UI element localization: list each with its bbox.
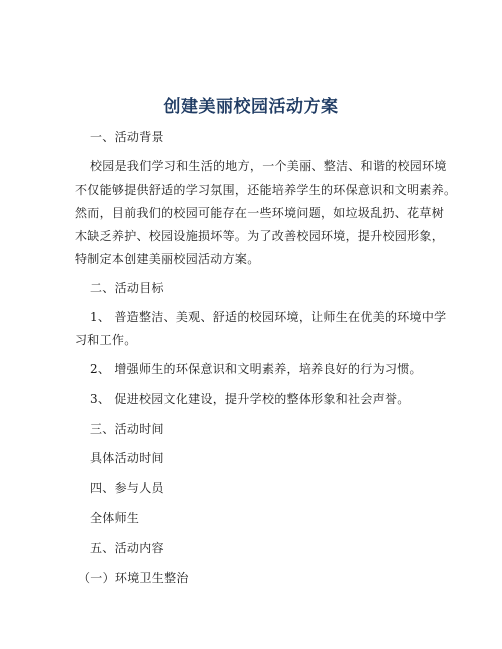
section-heading-background: 一、活动背景 <box>90 130 164 144</box>
time-value: 具体活动时间 <box>90 451 164 465</box>
paragraph-line: 然而，目前我们的校园可能存在一些环境问题，如垃圾乱扔、花草树 <box>75 206 445 220</box>
paragraph-line: 不仅能够提供舒适的学习氛围，还能培养学生的环保意识和文明素养。 <box>75 183 457 197</box>
section-heading-goals: 二、活动目标 <box>90 281 164 295</box>
people-value: 全体师生 <box>90 511 140 525</box>
goal-item: 1、 普造整洁、美观、舒适的校园环境，让师生在优美的环境中学 <box>90 310 447 324</box>
subsection-heading: （一）环境卫生整治 <box>78 571 189 585</box>
goal-item-continuation: 习和工作。 <box>75 333 137 347</box>
section-heading-content: 五、活动内容 <box>90 541 164 555</box>
paragraph-line: 特制定本创建美丽校园活动方案。 <box>75 252 260 266</box>
section-heading-people: 四、参与人员 <box>90 481 164 495</box>
goal-item: 3、 促进校园文化建设，提升学校的整体形象和社会声誉。 <box>90 392 410 406</box>
document-title: 创建美丽校园活动方案 <box>163 97 339 117</box>
section-heading-time: 三、活动时间 <box>90 422 164 436</box>
goal-item: 2、 增强师生的环保意识和文明素养，培养良好的行为习惯。 <box>90 362 422 376</box>
paragraph-line: 校园是我们学习和生活的地方，一个美丽、整洁、和谐的校园环境 <box>90 159 447 173</box>
paragraph-line: 木缺乏养护、校园设施损坏等。为了改善校园环境，提升校园形象， <box>75 229 445 243</box>
